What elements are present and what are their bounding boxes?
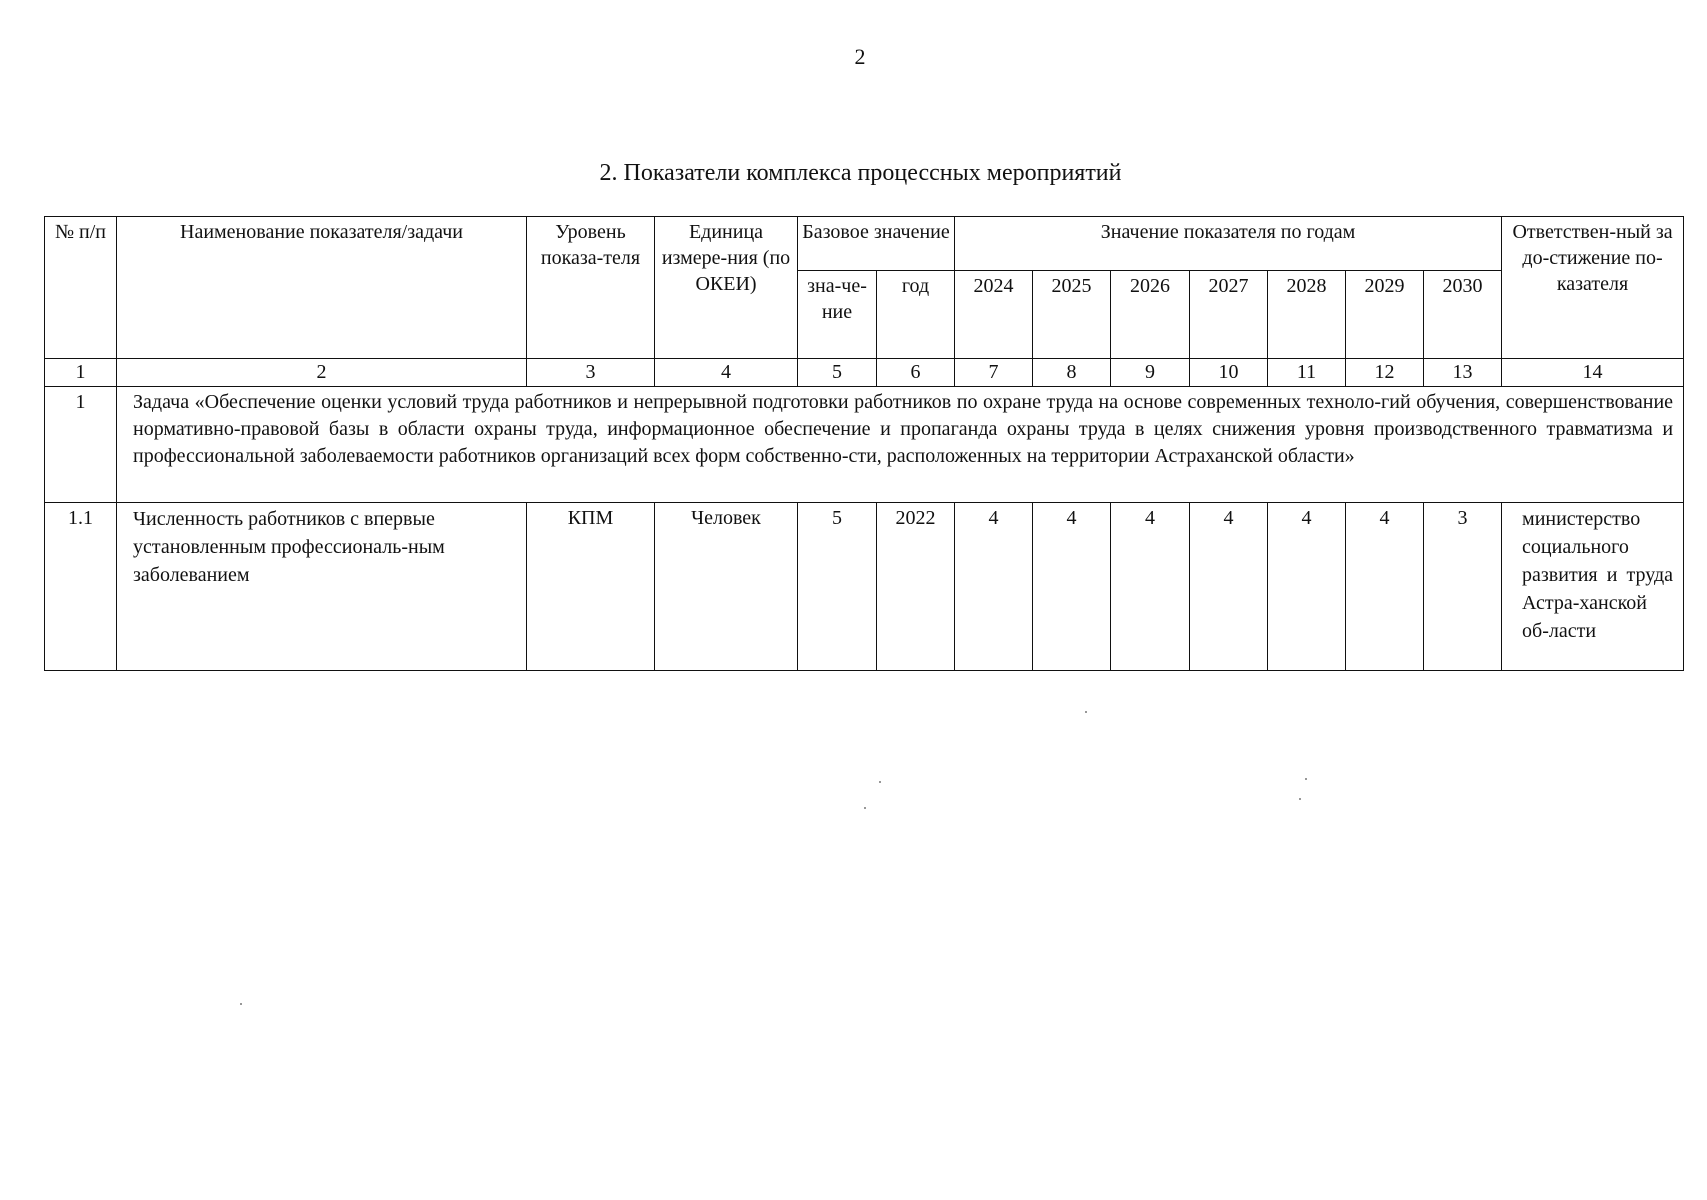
row-unit: Человек bbox=[655, 503, 798, 671]
row-value-2030: 3 bbox=[1424, 503, 1502, 671]
header-num: № п/п bbox=[45, 217, 117, 359]
row-value-2027: 4 bbox=[1190, 503, 1268, 671]
scan-speck bbox=[1305, 778, 1307, 780]
column-number-row bbox=[45, 359, 1684, 387]
task-num: 1 bbox=[45, 387, 117, 503]
row-num: 1.1 bbox=[45, 503, 117, 671]
column-number: 12 bbox=[1346, 359, 1424, 387]
scan-speck bbox=[1299, 798, 1301, 800]
header-year-2030: 2030 bbox=[1424, 271, 1502, 359]
column-number: 7 bbox=[955, 359, 1033, 387]
column-number: 6 bbox=[877, 359, 955, 387]
section-title: 2. Показатели комплекса процессных мероприятий bbox=[599, 160, 1122, 186]
header-row-top bbox=[45, 217, 1684, 271]
header-year-2027: 2027 bbox=[1190, 271, 1268, 359]
column-number: 10 bbox=[1190, 359, 1268, 387]
column-number: 13 bbox=[1424, 359, 1502, 387]
header-year-2024: 2024 bbox=[955, 271, 1033, 359]
header-base-year: год bbox=[877, 271, 955, 359]
column-number: 2 bbox=[117, 359, 527, 387]
row-base-value: 5 bbox=[798, 503, 877, 671]
header-level: Уровень показа-теля bbox=[527, 217, 655, 359]
header-by-years: Значение показателя по годам bbox=[955, 217, 1502, 271]
row-level: КПМ bbox=[527, 503, 655, 671]
header-year-2026: 2026 bbox=[1111, 271, 1190, 359]
scan-speck bbox=[1085, 711, 1087, 713]
row-responsible: министерство социального развития и труда Астра-ханской об-ласти bbox=[1502, 503, 1684, 671]
column-number: 8 bbox=[1033, 359, 1111, 387]
header-base: Базовое значение bbox=[798, 217, 955, 271]
column-number: 3 bbox=[527, 359, 655, 387]
indicators-table bbox=[44, 216, 1684, 671]
task-text: Задача «Обеспечение оценки условий труда работников и непрерывной подготовки работников по охране труда на основе современных техноло-гий обучения, совершенствование нормативно-правовой базы в области охраны труда, информационное обеспечение и пропаганда охраны труда в целях снижения уровня производственного травматизма и профессиональной заболеваемости работников организаций всех форм собственно-сти, расположенных на территории Астраханской области» bbox=[117, 387, 1684, 503]
header-unit: Единица измере-ния (по ОКЕИ) bbox=[655, 217, 798, 359]
column-number: 1 bbox=[45, 359, 117, 387]
column-number: 4 bbox=[655, 359, 798, 387]
scan-speck bbox=[240, 1003, 242, 1005]
header-year-2029: 2029 bbox=[1346, 271, 1424, 359]
column-number: 5 bbox=[798, 359, 877, 387]
table-row bbox=[45, 503, 1684, 671]
header-year-2028: 2028 bbox=[1268, 271, 1346, 359]
header-base-value: зна-че-ние bbox=[798, 271, 877, 359]
header-responsible: Ответствен-ный за до-стижение по-казателя bbox=[1502, 217, 1684, 359]
header-name: Наименование показателя/задачи bbox=[117, 217, 527, 359]
header-year-2025: 2025 bbox=[1033, 271, 1111, 359]
scan-speck bbox=[879, 781, 881, 783]
row-value-2029: 4 bbox=[1346, 503, 1424, 671]
row-value-2028: 4 bbox=[1268, 503, 1346, 671]
column-number: 14 bbox=[1502, 359, 1684, 387]
row-value-2024: 4 bbox=[955, 503, 1033, 671]
column-number: 9 bbox=[1111, 359, 1190, 387]
row-value-2026: 4 bbox=[1111, 503, 1190, 671]
row-base-year: 2022 bbox=[877, 503, 955, 671]
task-row bbox=[45, 387, 1684, 503]
page-number: 2 bbox=[854, 44, 866, 69]
row-value-2025: 4 bbox=[1033, 503, 1111, 671]
scan-speck bbox=[864, 807, 866, 809]
row-indicator-name: Численность работников с впервые установленным профессиональ-ным заболеванием bbox=[117, 503, 527, 671]
column-number: 11 bbox=[1268, 359, 1346, 387]
